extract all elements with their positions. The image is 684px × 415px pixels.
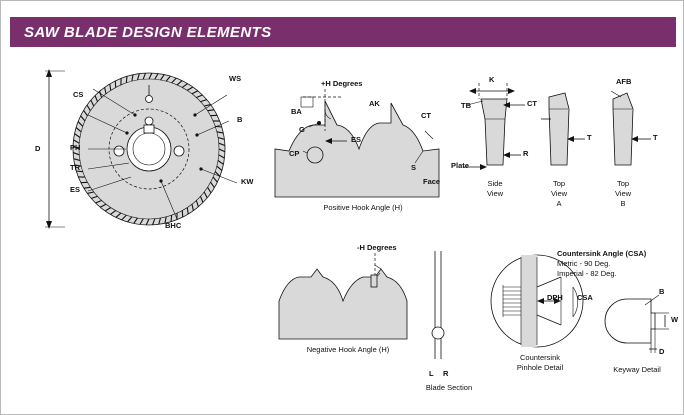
page-title: SAW BLADE DESIGN ELEMENTS (24, 23, 272, 41)
label-afb: AFB (616, 77, 632, 86)
label-es: ES (70, 185, 81, 194)
label-r: R (443, 369, 449, 378)
label-k: K (489, 75, 495, 84)
label-b: B (237, 115, 243, 124)
figure-keyway (593, 289, 679, 389)
caption-negative-hook: Negative Hook Angle (H) (306, 345, 390, 354)
figure-blade-section (425, 249, 475, 392)
label-es-hook: ES (351, 135, 362, 144)
caption-top-view-a-l2: View (550, 189, 568, 198)
caption-top-view-b-l3: B (620, 199, 626, 208)
label-t-topa: T (587, 133, 592, 142)
figure-positive-hook (273, 79, 449, 219)
note-countersink-angle: Countersink Angle (CSA) (557, 249, 647, 258)
caption-countersink-l1: Countersink (519, 353, 561, 362)
caption-countersink-l2: Pinhole Detail (516, 363, 564, 372)
label-csa: CSA (577, 293, 593, 302)
label-face: Face (423, 177, 441, 186)
label-keyway-w: W (671, 315, 679, 324)
caption-top-view-b-l2: View (614, 189, 632, 198)
label-dph: DPH (547, 293, 563, 302)
label-ct: CT (421, 111, 431, 120)
label-tb: TB (461, 101, 471, 110)
page-title-bar (10, 17, 676, 47)
keyway-svg (593, 289, 679, 359)
caption-blade-section: Blade Section (425, 383, 473, 392)
caption-top-view-b-l1: Top (616, 179, 630, 188)
negative-hook-svg (277, 251, 437, 341)
note-countersink-metric: Metric - 90 Deg. (557, 259, 611, 268)
note-countersink-imperial: Imperial - 82 Deg. (557, 269, 617, 278)
label-ba: BA (291, 107, 302, 116)
label-cp: CP (289, 149, 300, 158)
label-minus-h-degrees: -H Degrees (357, 243, 397, 252)
caption-top-view-a-l1: Top (552, 179, 566, 188)
figure-blade-face-view (31, 59, 281, 239)
caption-top-view-a-l3: A (556, 199, 562, 208)
label-kw: KW (241, 177, 254, 186)
label-ph: PH (70, 143, 81, 152)
caption-side-view-l2: View (486, 189, 504, 198)
label-t-topb: T (653, 133, 658, 142)
figure-negative-hook (277, 243, 437, 361)
label-d: D (35, 144, 41, 153)
label-g: G (299, 125, 305, 134)
blade-face-svg (31, 59, 281, 239)
label-keyway-b: B (659, 287, 665, 296)
label-ct-side: CT (527, 99, 537, 108)
caption-keyway: Keyway Detail (613, 365, 661, 374)
label-r-side: R (523, 149, 529, 158)
caption-side-view-l1: Side (487, 179, 503, 188)
caption-positive-hook: Positive Hook Angle (H) (323, 203, 403, 212)
side-top-svg (461, 79, 661, 219)
label-l: L (429, 369, 434, 378)
figure-side-top-views (451, 75, 661, 229)
label-ws: WS (229, 74, 242, 83)
label-s: S (411, 163, 417, 172)
label-keyway-d: D (659, 347, 665, 356)
label-plus-h-degrees: +H Degrees (321, 79, 363, 88)
label-plate: Plate (451, 161, 469, 170)
label-cs: CS (73, 90, 84, 99)
blade-section-svg (425, 249, 465, 369)
label-ak: AK (369, 99, 380, 108)
label-tr: TR (70, 163, 80, 172)
label-bhc: BHC (165, 221, 182, 230)
